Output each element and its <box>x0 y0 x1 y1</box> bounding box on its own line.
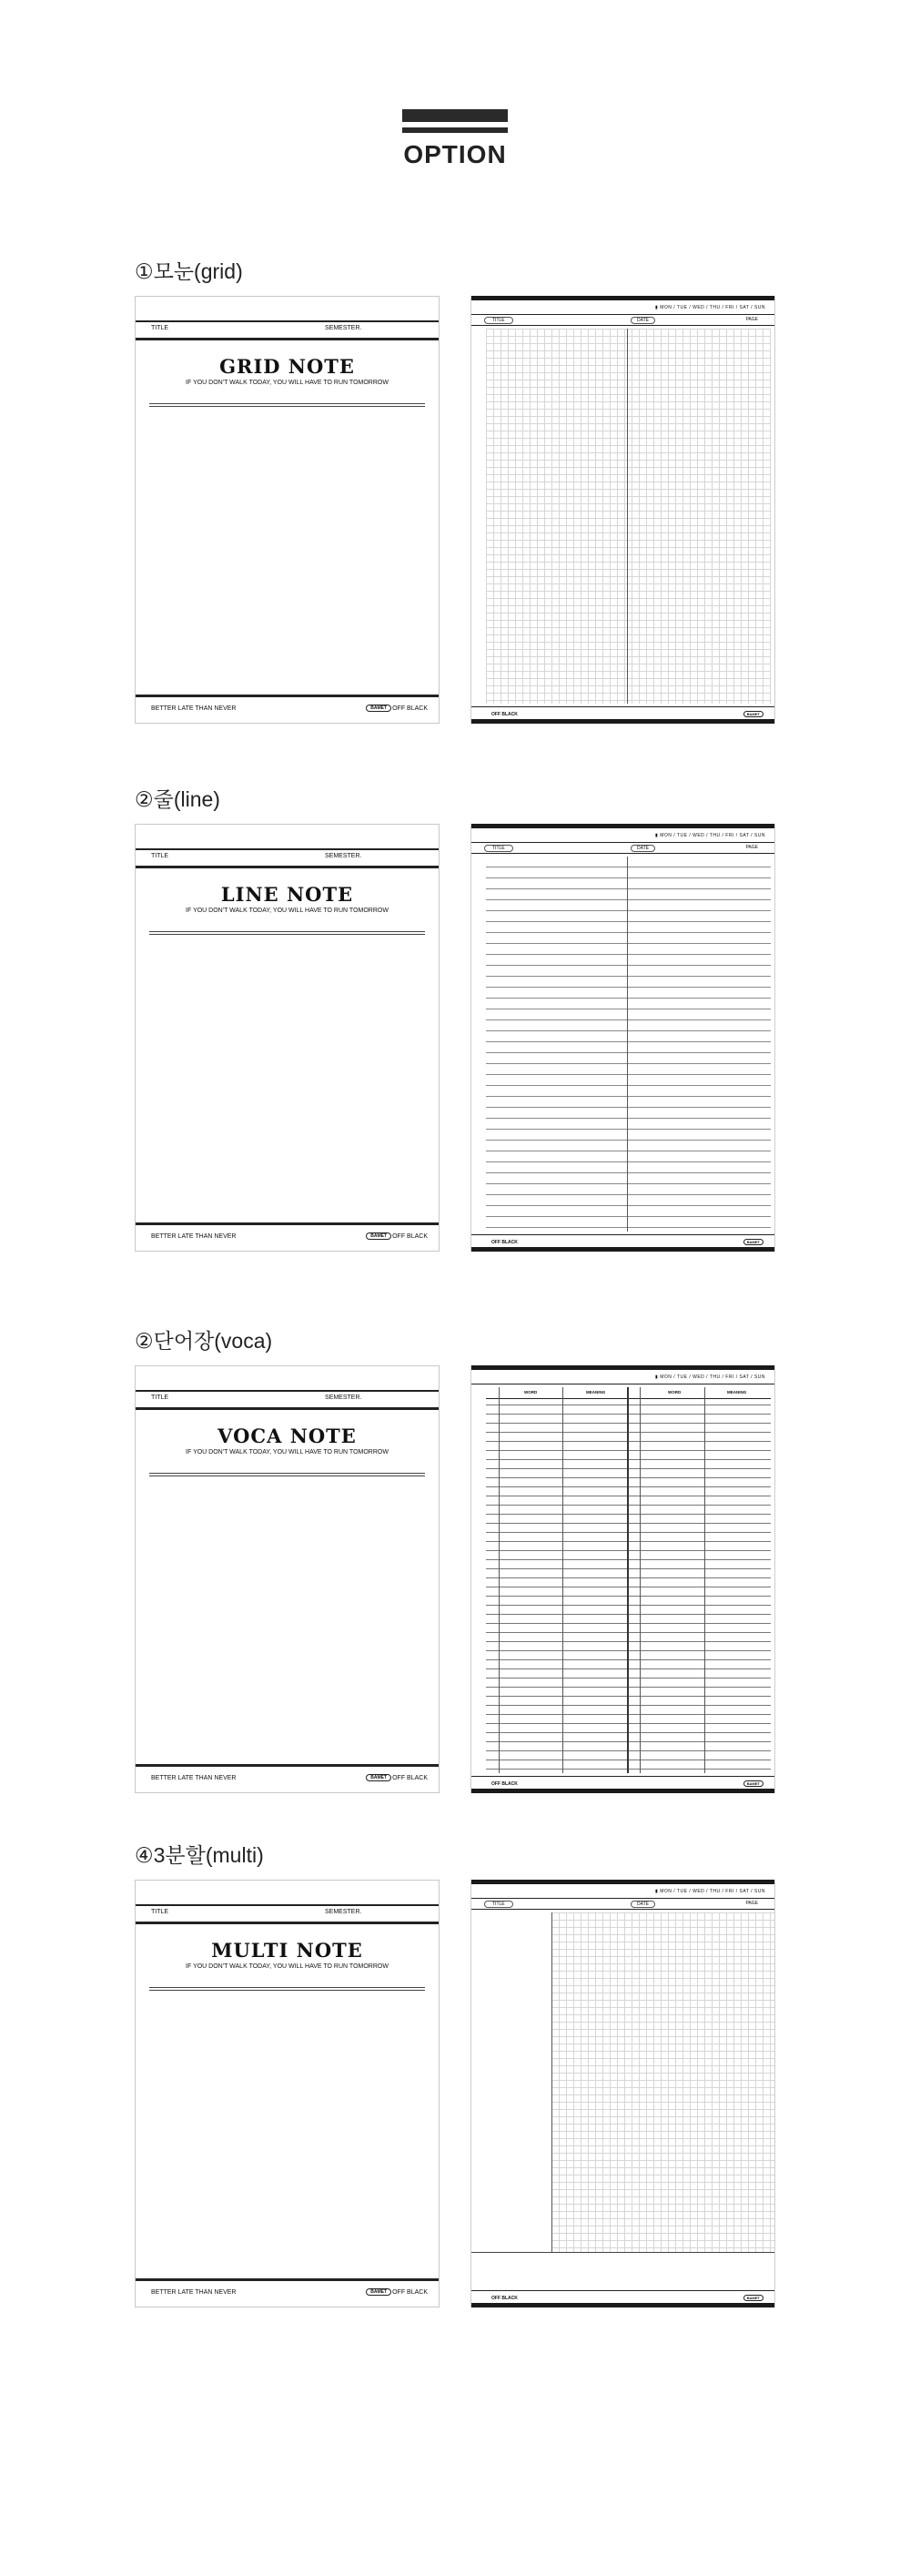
weekday-row: ▮ MON / TUE / WED / THU / FRI / SAT / SUN <box>655 833 765 838</box>
brand-logo: BAMET <box>743 1780 763 1787</box>
option-grid <box>0 255 910 765</box>
voca-header: WORD <box>668 1390 682 1394</box>
brand-logo: BAMET <box>366 1774 391 1781</box>
page-header <box>0 109 910 169</box>
weekday-row: ▮ MON / TUE / WED / THU / FRI / SAT / SUN <box>655 1374 765 1380</box>
cover-title-label: TITLE <box>151 853 169 859</box>
brand-logo: BAMET <box>743 711 763 717</box>
maker-label: OFF BLACK <box>491 1781 518 1787</box>
inner-page-field: PAGE <box>745 1901 758 1906</box>
maker-label: OFF BLACK <box>392 705 428 712</box>
brand-logo: BAMET <box>366 1232 391 1240</box>
section-label: ④3분할(multi) <box>135 1843 264 1867</box>
cover-semester-label: SEMESTER. <box>325 1394 362 1401</box>
weekday-row: ▮ MON / TUE / WED / THU / FRI / SAT / SUN <box>655 1889 765 1894</box>
brand-logo: BAMET <box>743 2295 763 2301</box>
maker-label: OFF BLACK <box>392 1233 428 1240</box>
inner-page <box>470 1880 775 2307</box>
cover-page <box>135 296 440 724</box>
inner-title-field: TITLE <box>484 845 513 852</box>
cover-motto: BETTER LATE THAN NEVER <box>151 1775 237 1781</box>
cover-title-label: TITLE <box>151 1909 169 1915</box>
cover-title: GRID NOTE <box>219 355 355 378</box>
cover-title: LINE NOTE <box>220 883 354 906</box>
inner-date-field: DATE <box>631 317 655 324</box>
maker-label: OFF BLACK <box>392 1775 428 1781</box>
cover-page <box>135 1365 440 1793</box>
inner-page-field: PAGE <box>745 317 758 322</box>
cover-semester-label: SEMESTER. <box>325 853 362 859</box>
maker-label: OFF BLACK <box>491 1240 518 1245</box>
cover-page <box>135 824 440 1252</box>
inner-page <box>470 824 775 1252</box>
cover-page <box>135 1880 440 2307</box>
voca-header: WORD <box>524 1390 538 1394</box>
cover-title-label: TITLE <box>151 325 169 331</box>
cover-subtitle: IF YOU DON'T WALK TODAY, YOU WILL HAVE TO RUN TOMORROW <box>186 908 389 914</box>
section-label: ②줄(line) <box>135 787 220 811</box>
cover-semester-label: SEMESTER. <box>325 1909 362 1915</box>
section-label: ②단어장(voca) <box>135 1329 273 1353</box>
inner-date-field: DATE <box>631 845 655 852</box>
inner-title-field: TITLE <box>484 317 513 324</box>
header-bar-icon <box>402 127 508 133</box>
brand-logo: BAMET <box>366 705 391 712</box>
voca-header: MEANING <box>727 1390 747 1394</box>
header-bar-icon <box>402 109 508 122</box>
cover-title-label: TITLE <box>151 1394 169 1401</box>
cover-title: VOCA NOTE <box>217 1425 357 1447</box>
cover-subtitle: IF YOU DON'T WALK TODAY, YOU WILL HAVE TO RUN TOMORROW <box>186 1449 389 1455</box>
maker-label: OFF BLACK <box>392 2289 428 2296</box>
cover-motto: BETTER LATE THAN NEVER <box>151 2289 237 2296</box>
inner-title-field: TITLE <box>484 1901 513 1908</box>
option-line <box>0 783 910 1293</box>
cover-motto: BETTER LATE THAN NEVER <box>151 1233 237 1240</box>
option-multi <box>0 1839 910 2348</box>
voca-header: MEANING <box>586 1390 606 1394</box>
inner-page-field: PAGE <box>745 845 758 850</box>
weekday-row: ▮ MON / TUE / WED / THU / FRI / SAT / SUN <box>655 305 765 310</box>
line-area <box>486 857 771 1232</box>
inner-date-field: DATE <box>631 1901 655 1908</box>
maker-label: OFF BLACK <box>491 712 518 717</box>
option-voca <box>0 1324 910 1834</box>
cover-subtitle: IF YOU DON'T WALK TODAY, YOU WILL HAVE TO RUN TOMORROW <box>186 1963 389 1970</box>
cover-title: MULTI NOTE <box>211 1939 363 1962</box>
multi-grid <box>551 1912 774 2253</box>
voca-area <box>486 1387 771 1773</box>
section-label: ①모눈(grid) <box>135 259 243 283</box>
brand-logo: BAMET <box>743 1239 763 1245</box>
cover-subtitle: IF YOU DON'T WALK TODAY, YOU WILL HAVE TO RUN TOMORROW <box>186 380 389 386</box>
cover-motto: BETTER LATE THAN NEVER <box>151 705 237 712</box>
page-title: OPTION <box>403 140 507 168</box>
brand-logo: BAMET <box>366 2288 391 2296</box>
multi-area <box>471 1912 774 2253</box>
grid-area <box>486 329 771 704</box>
maker-label: OFF BLACK <box>491 2296 518 2301</box>
inner-page <box>470 296 775 724</box>
inner-page <box>470 1365 775 1793</box>
cover-semester-label: SEMESTER. <box>325 325 362 331</box>
